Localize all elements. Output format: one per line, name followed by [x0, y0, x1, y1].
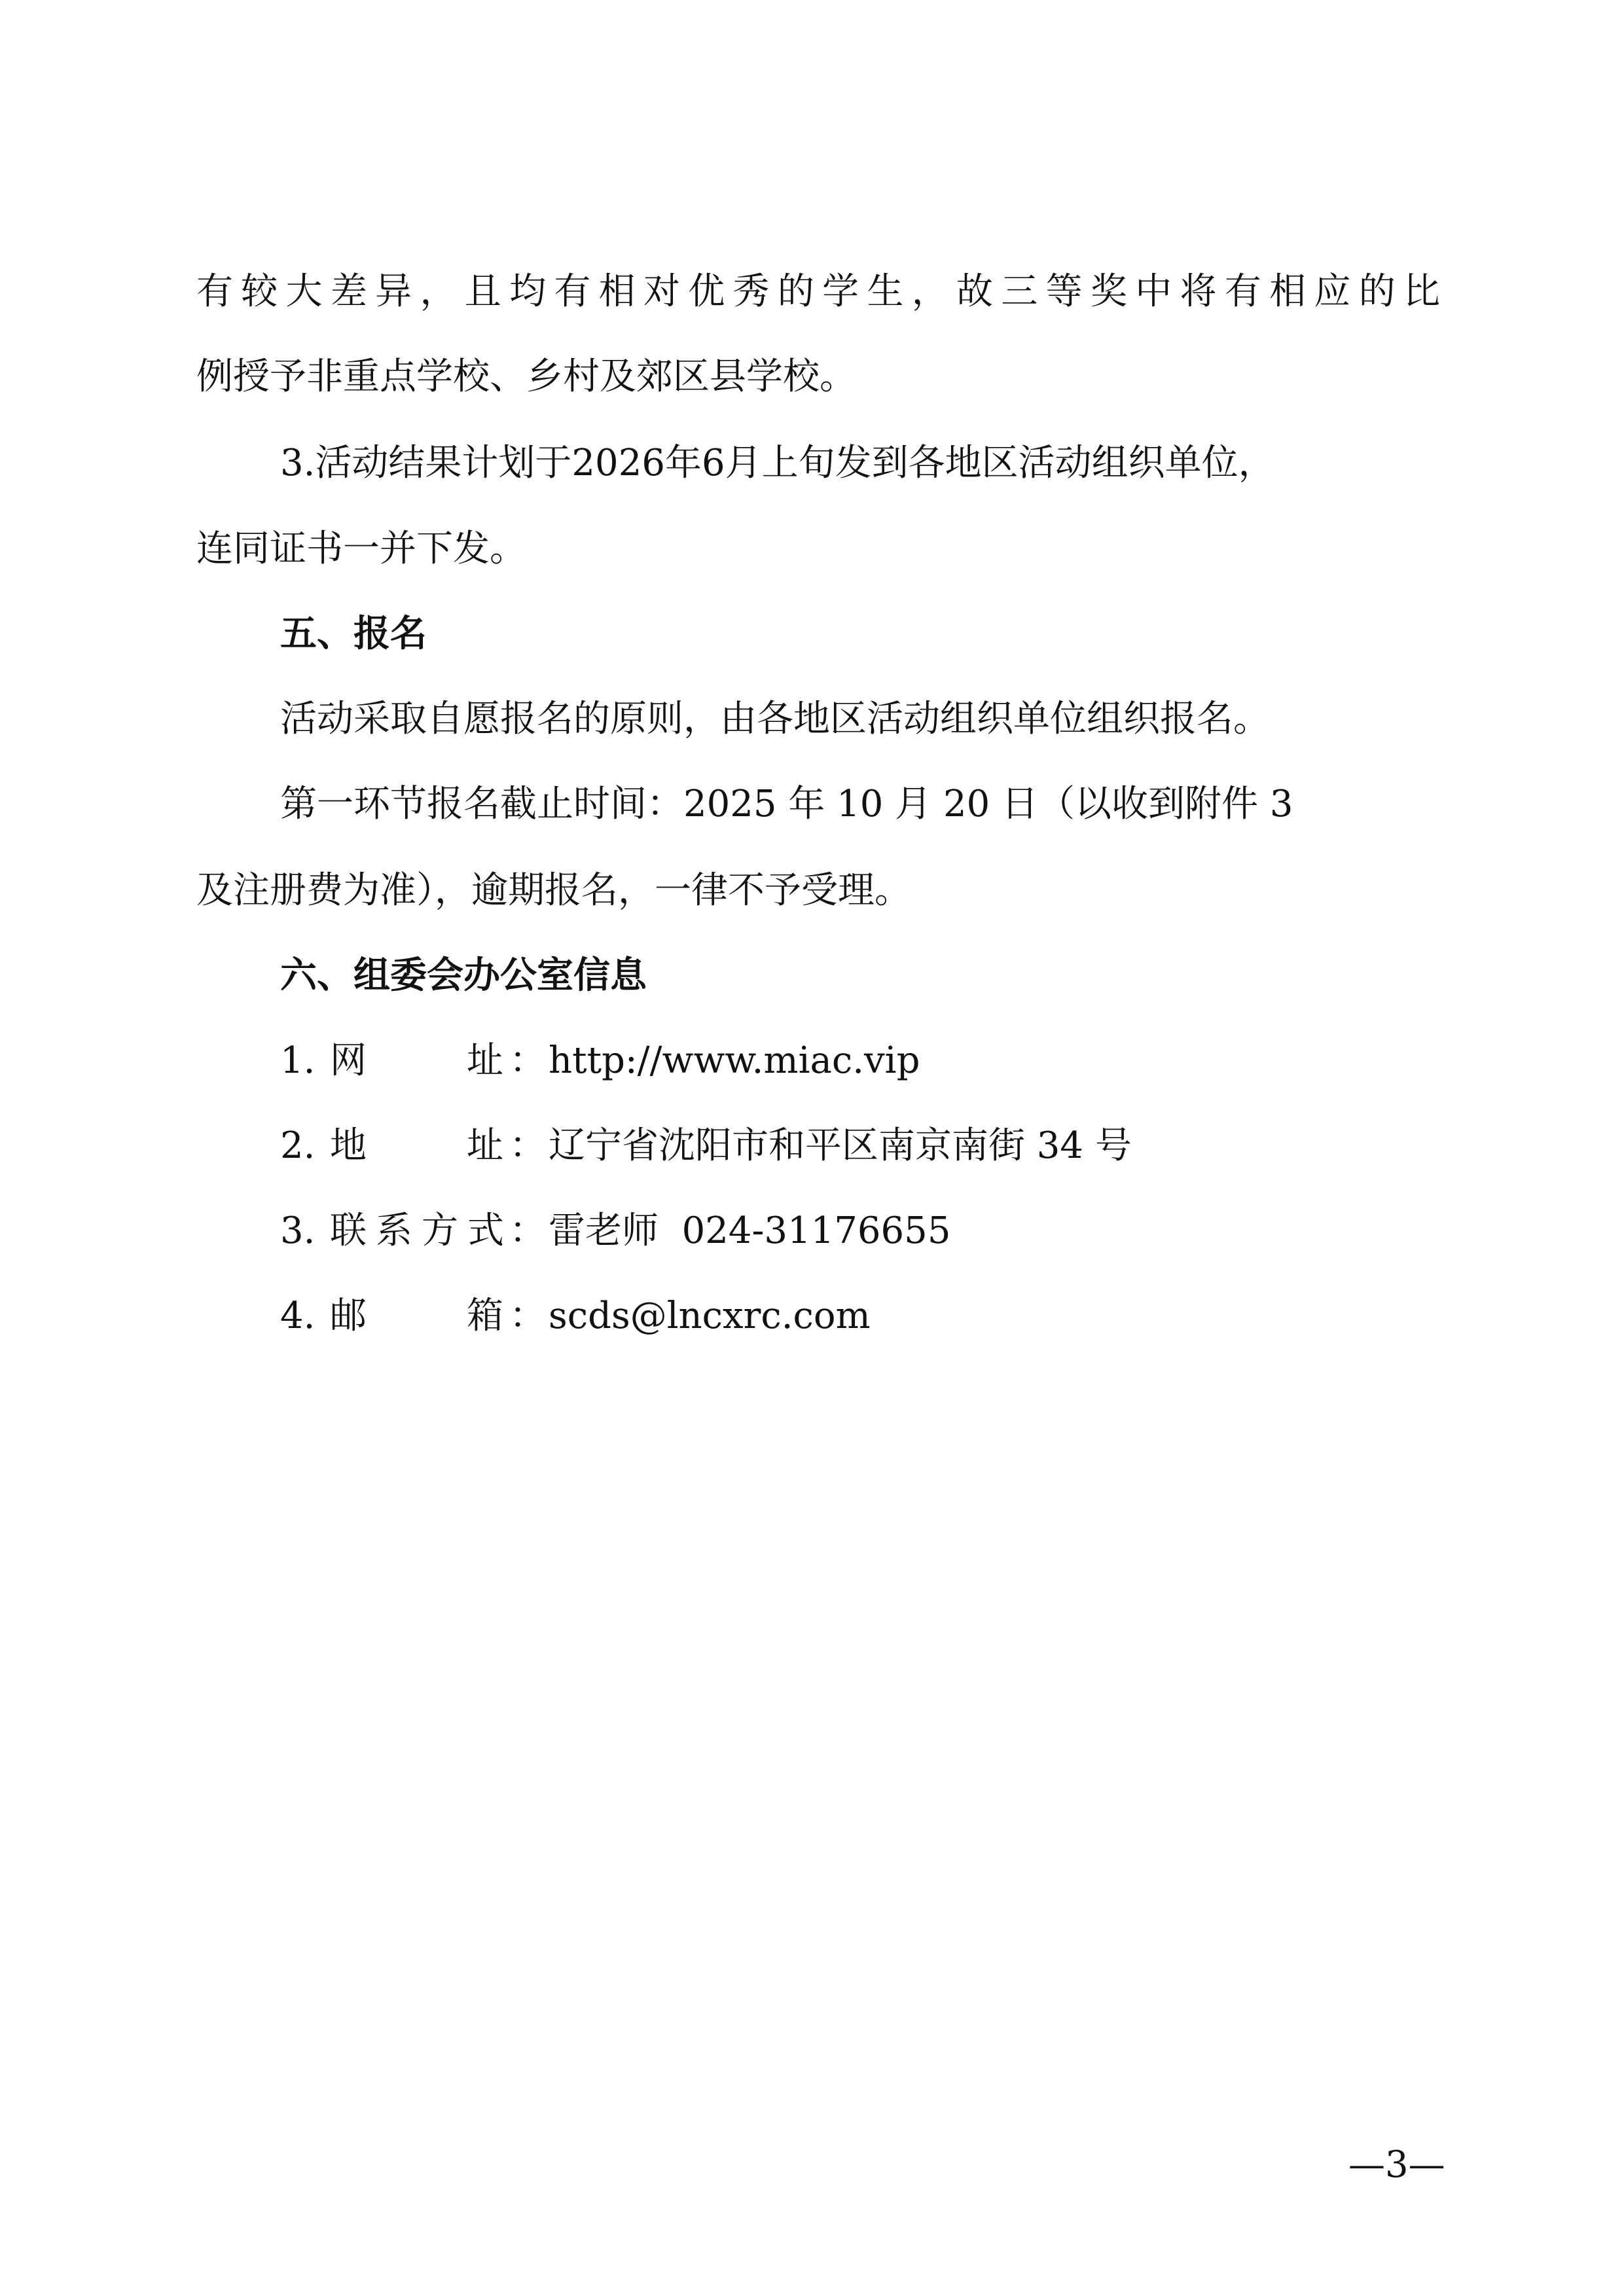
contact-email-number: 4. — [280, 1295, 316, 1337]
page-number: —3— — [1348, 2144, 1445, 2186]
paragraph-4-line-1: 第一环节报名截止时间：2025 年 10 月 20 日（以收到附件 3 — [280, 783, 1293, 825]
contact-address-value: 辽宁省沈阳市和平区南京南街 34 号 — [549, 1124, 1132, 1167]
paragraph-2-line-1: 3.活动结果计划于2026年6月上旬发到各地区活动组织单位， — [280, 442, 1275, 484]
paragraph-4-line-2: 及注册费为准），逾期报名，一律不予受理。 — [196, 869, 911, 912]
contact-phone-label: 联系方式 — [330, 1210, 513, 1252]
contact-website-label-a: 网 — [330, 1039, 367, 1082]
contact-website-number: 1. — [280, 1039, 316, 1082]
contact-website-label-b: 址 — [467, 1039, 503, 1082]
contact-address-label-b: 址 — [467, 1124, 503, 1167]
section-6-heading: 六、组委会办公室信息 — [280, 954, 647, 997]
contact-address-label-a: 地 — [330, 1124, 367, 1167]
paragraph-1-line-1: 有较大差异，且均有相对优秀的学生，故三等奖中将有相应的比 — [196, 270, 1440, 313]
contact-email-label-a: 邮 — [330, 1295, 367, 1337]
contact-address-colon: ： — [509, 1124, 546, 1167]
contact-email-label-b: 箱 — [467, 1295, 503, 1337]
contact-address-number: 2. — [280, 1124, 316, 1167]
paragraph-2-line-2: 连同证书一并下发。 — [196, 528, 526, 570]
contact-phone-value: 雷老师 024-31176655 — [549, 1210, 951, 1252]
contact-phone-colon: ： — [509, 1210, 546, 1252]
paragraph-3: 活动采取自愿报名的原则，由各地区活动组织单位组织报名。 — [280, 698, 1270, 740]
contact-website-value: http://www.miac.vip — [549, 1039, 920, 1082]
contact-phone-number: 3. — [280, 1210, 316, 1252]
contact-email-colon: ： — [509, 1295, 546, 1337]
contact-website-colon: ： — [509, 1039, 546, 1082]
section-5-heading: 五、报名 — [280, 613, 427, 655]
paragraph-1-line-2: 例授予非重点学校、乡村及郊区县学校。 — [196, 355, 856, 398]
contact-email-value: scds@lncxrc.com — [549, 1295, 871, 1337]
